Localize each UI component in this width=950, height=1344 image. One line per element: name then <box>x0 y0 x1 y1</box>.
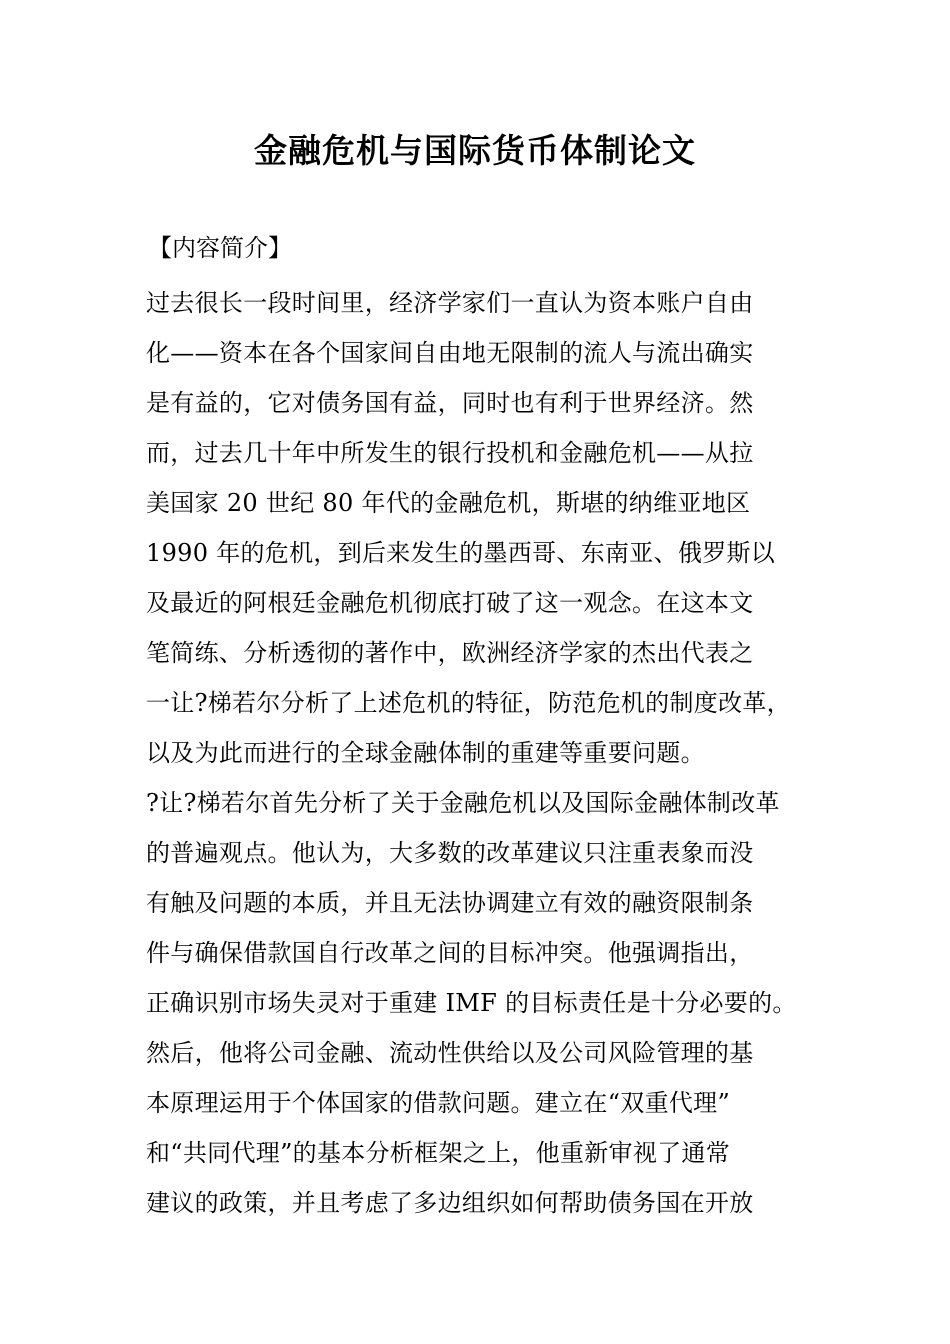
section-heading: 【内容简介】 <box>148 234 292 262</box>
text-line: 笔简练、分析透彻的著作中，欧洲经济学家的杰出代表之 <box>146 639 754 667</box>
text-line: 化——资本在各个国家间自由地无限制的流人与流出确实 <box>146 339 754 367</box>
text-line: 一让?梯若尔分析了上述危机的特征，防范危机的制度改革， <box>146 689 791 717</box>
text-line: 1990 年的危机，到后来发生的墨西哥、东南亚、俄罗斯以 <box>146 539 776 567</box>
text-line: 和“共同代理”的基本分析框架之上，他重新审视了通常 <box>146 1139 731 1167</box>
text-line: 及最近的阿根廷金融危机彻底打破了这一观念。在这本文 <box>146 589 754 617</box>
text-line: 建议的政策，并且考虑了多边组织如何帮助债务国在开放 <box>146 1189 754 1217</box>
text-line: 美国家 20 世纪 80 年代的金融危机，斯堪的纳维亚地区 <box>146 489 751 517</box>
text-line: 正确识别市场失灵对于重建 IMF 的目标责任是十分必要的。 <box>146 989 797 1017</box>
body-text <box>146 278 846 1228</box>
text-line: 以及为此而进行的全球金融体制的重建等重要问题。 <box>146 739 705 767</box>
text-line: 然后，他将公司金融、流动性供给以及公司风险管理的基 <box>146 1039 754 1067</box>
text-line: 有触及问题的本质，并且无法协调建立有效的融资限制条 <box>146 889 754 917</box>
text-line: ?让?梯若尔首先分析了关于金融危机以及国际金融体制改革 <box>146 789 780 817</box>
text-line: 件与确保借款国自行改革之间的目标冲突。他强调指出， <box>146 939 754 967</box>
text-line: 而，过去几十年中所发生的银行投机和金融危机——从拉 <box>146 439 754 467</box>
text-line: 本原理运用于个体国家的借款问题。建立在“双重代理” <box>146 1089 731 1117</box>
text-line: 的普遍观点。他认为，大多数的改革建议只注重表象而没 <box>146 839 754 867</box>
text-line: 是有益的，它对债务国有益，同时也有利于世界经济。然 <box>146 389 754 417</box>
text-line: 过去很长一段时间里，经济学家们一直认为资本账户自由 <box>146 289 754 317</box>
document-title: 金融危机与国际货币体制论文 <box>254 131 696 170</box>
